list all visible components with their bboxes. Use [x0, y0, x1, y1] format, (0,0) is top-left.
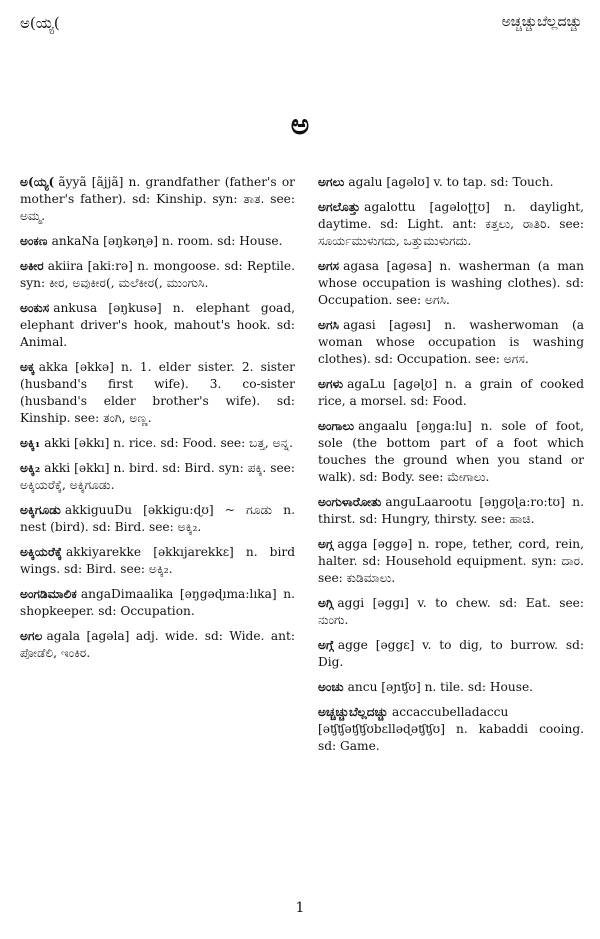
entry-headword: ಅಗಲ	[20, 629, 43, 643]
entry-headword: ಅಗಲೊತ್ತು	[318, 200, 361, 214]
entry-headword: ಅಕ್ಕಿ₂	[20, 461, 41, 475]
entry-body: akki [əkkı] n. bird. sd: Bird. syn: ಪಕ್ಕಿ. see: ಅಕ್ಕಿಯರೆಕ್ಕೆ, ಅಕ್ಕಿಗೂಡು.	[20, 461, 295, 492]
entry-headword: ಅಂಕುಸ	[20, 301, 50, 315]
entry-body: ãyyã [ãjjã] n. grandfather (father's or mother's father). sd: Kinship. syn: ತಾತ. see: ಅಮ್ಮ.	[20, 175, 295, 223]
entry-body: angaalu [əŋga:lu] n. sole of foot, sole (the bottom part of a foot which touches the ground when you stand or walk). sd: Body. see: ಮೇಗಾಲು.	[318, 419, 584, 484]
entry-headword: ಅಂಗಾಲು	[318, 419, 355, 433]
running-head-right: ಅಚ್ಚಚ್ಚುಬೆಲ್ಲದಚ್ಚು	[501, 14, 582, 30]
entry-headword: ಅಗ್ಗಿ	[318, 596, 334, 610]
entry-headword: ಅಂಕಣ	[20, 234, 48, 248]
entry-headword: ಅಂಚು	[318, 680, 344, 694]
dictionary-entry	[20, 502, 295, 536]
running-head-left: ಅ(ಯ್ಯ(	[20, 14, 60, 32]
entry-body: akkiyarekke [əkkıjarekkɛ] n. bird wings. sd: Bird. see: ಅಕ್ಕಿ₂.	[20, 545, 295, 576]
dictionary-entry	[318, 704, 584, 755]
dictionary-entry	[318, 595, 584, 629]
dictionary-entry	[318, 536, 584, 587]
entry-body: anguLaarootu [əŋgʊɭa:ro:tʊ] n. thirst. sd: Hungry, thirsty. see: ಹಾಚಿ.	[318, 495, 584, 526]
right-column	[318, 174, 584, 763]
dictionary-entry	[318, 494, 584, 528]
entry-headword: ಅಗಸಿ	[318, 318, 340, 332]
entry-headword: ಅಗಸ	[318, 259, 340, 273]
entry-headword: ಅಗಲು	[318, 175, 345, 189]
dictionary-entry	[20, 300, 295, 351]
dictionary-entry	[318, 317, 584, 368]
section-letter: ಅ	[290, 108, 310, 141]
dictionary-entry	[20, 544, 295, 578]
dictionary-entry	[20, 435, 295, 452]
entry-body: ankaNa [əŋkəɳə] n. room. sd: House.	[51, 234, 283, 248]
entry-headword: ಅಗಳು	[318, 377, 344, 391]
dictionary-entry	[20, 586, 295, 620]
dictionary-entry	[318, 418, 584, 486]
entry-headword: ಅಕೀರ	[20, 259, 44, 273]
dictionary-entry	[318, 174, 584, 191]
entry-headword: ಅಂಗುಳಾರೋತು	[318, 495, 382, 509]
dictionary-entry	[318, 199, 584, 250]
dictionary-entry	[20, 460, 295, 494]
entry-body: akki [əkkı] n. rice. sd: Food. see: ಬತ್ತ, ಅನ್ನ.	[44, 436, 293, 450]
entry-headword: ಅಕ್ಕ	[20, 360, 35, 374]
dictionary-entry	[318, 376, 584, 410]
dictionary-entry	[20, 628, 295, 662]
dictionary-entry	[318, 637, 584, 671]
entry-body: aggi [əggı] v. to chew. sd: Eat. see: ನುಂಗು.	[318, 596, 584, 627]
dictionary-entry	[20, 258, 295, 292]
entry-body: angaDimaalika [əŋgəɖıma:lıka] n. shopkeeper. sd: Occupation.	[20, 587, 295, 618]
entry-headword: ಅಕ್ಕಿಗೂಡು	[20, 503, 61, 517]
entry-body: agasi [agəsı] n. washerwoman (a woman whose occupation is washing clothes). sd: Occupation. see: ಅಗಸ.	[318, 318, 584, 366]
entry-headword: ಅಗ್ಗೆ	[318, 638, 334, 652]
dictionary-entry	[20, 233, 295, 250]
dictionary-entry	[20, 174, 295, 225]
dictionary-entry	[318, 679, 584, 696]
entry-body: akiira [aki:rə] n. mongoose. sd: Reptile. syn: ಕೀರ, ಅವುಕೀರ(, ಮಲೆಕೀರ(, ಮುಂಗುಸಿ.	[20, 259, 295, 290]
entry-body: agaLu [agəɭʊ] n. a grain of cooked rice, a morsel. sd: Food.	[318, 377, 584, 408]
entry-body: akka [əkkə] n. 1. elder sister. 2. sister (husband's first wife). 3. co-sister (husband's elder brother's wife). sd: Kinship. see: ತಂಗಿ, ಅಣ್ಣ.	[20, 360, 295, 425]
entry-headword: ಅಂಗಡಿಮಾಲಿಕ	[20, 587, 77, 601]
entry-body: ancu [əɲʧʊ] n. tile. sd: House.	[347, 680, 534, 694]
entry-headword: ಅಗ್ಗ	[318, 537, 334, 551]
entry-body: agala [agəla] adj. wide. sd: Wide. ant: ಪೋಡೆಲಿ, ಇಂಕಿರ.	[20, 629, 295, 660]
entry-body: ankusa [əŋkusə] n. elephant goad, elephant driver's hook, mahout's hook. sd: Animal.	[20, 301, 295, 349]
entry-headword: ಅಚ್ಚಚ್ಚುಬೆಲ್ಲದಚ್ಚು	[318, 705, 389, 719]
entry-body: agalottu [agəloʈʈʊ] n. daylight, daytime. sd: Light. ant: ಕತ್ತಲು, ರಾತಿರಿ. see: ಸೂರ್ಯಮುಳುಗದು, ಒತ್ತುಮುಳುಗದು.	[318, 200, 584, 248]
entry-body: agalu [agəlʊ] v. to tap. sd: Touch.	[348, 175, 554, 189]
entry-body: agge [əggɛ] v. to dig, to burrow. sd: Dig.	[318, 638, 584, 669]
entry-headword: ಅ(ಯ್ಯ(	[20, 175, 55, 189]
entry-body: agga [əggə] n. rope, tether, cord, rein, halter. sd: Household equipment. syn: ದಾರ. see: ಕುಡಿಮಾಲು.	[318, 537, 584, 585]
entry-body: agasa [agəsa] n. washerman (a man whose occupation is washing clothes). sd: Occupation. see: ಅಗಸಿ.	[318, 259, 584, 307]
page-number: 1	[295, 900, 305, 916]
entry-body: akkiguuDu [əkkigu:ɖʊ] ~ ಗೂಡು n. nest (bird). sd: Bird. see: ಅಕ್ಕಿ₂.	[20, 503, 295, 534]
entry-headword: ಅಕ್ಕಿಯರೆಕ್ಕೆ	[20, 545, 63, 559]
entry-headword: ಅಕ್ಕಿ₁	[20, 436, 41, 450]
dictionary-entry	[20, 359, 295, 427]
dictionary-entry	[318, 258, 584, 309]
entry-body: accaccubelladaccu [əʧʧəʧʧʊbɛlləɖəʧʧʊ] n. kabaddi cooing. sd: Game.	[318, 705, 584, 753]
left-column	[20, 174, 295, 670]
